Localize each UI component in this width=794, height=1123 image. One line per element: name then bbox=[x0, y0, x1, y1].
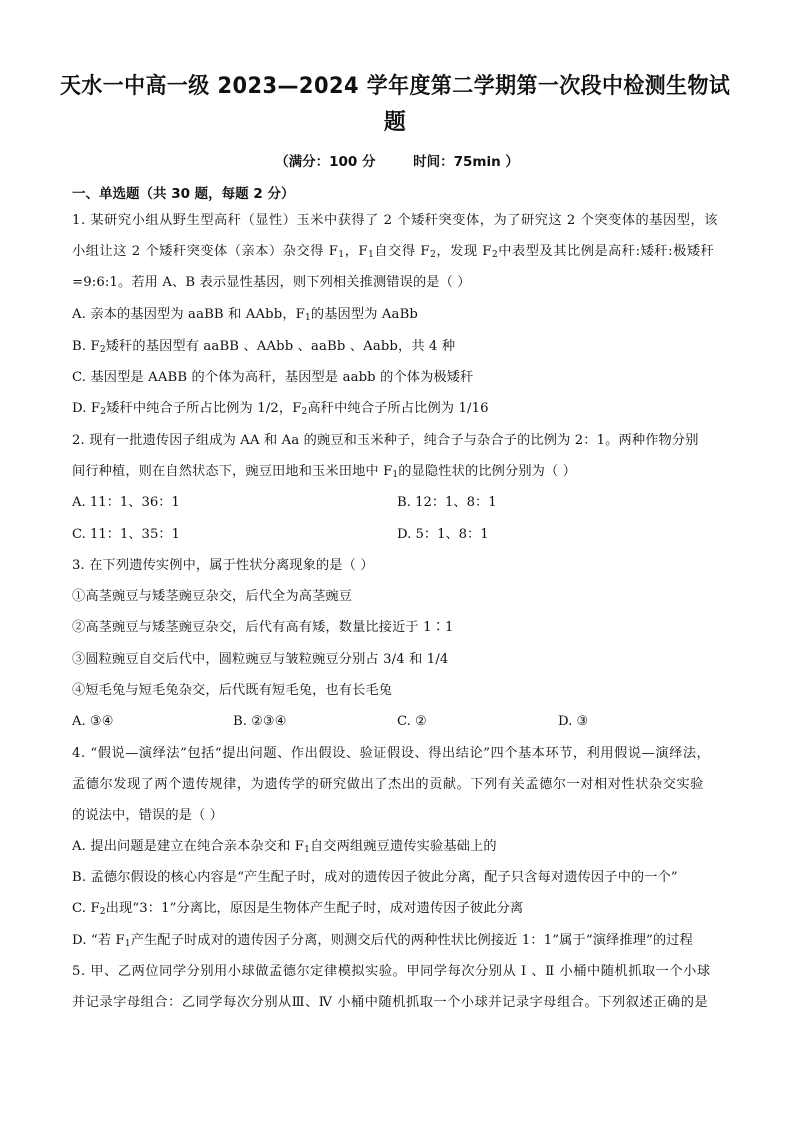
q3-option-d: D. ③ bbox=[558, 714, 589, 729]
q3-line1: 3. 在下列遗传实例中，属于性状分离现象的是（ ） bbox=[72, 558, 374, 573]
q3-item-3: ③圆粒豌豆自交后代中，圆粒豌豆与皱粒豌豆分别占 3/4 和 1/4 bbox=[72, 652, 449, 667]
q2-option-a: A. 11：1、36：1 bbox=[72, 495, 180, 510]
q4-option-d: D. “若 $F_1$产生配子时成对的遗传因子分离，则测交后代的两种性状比例接近 1：1”属于“演绎推理”的过程 bbox=[72, 933, 693, 949]
q2-option-c: C. 11：1、35：1 bbox=[72, 527, 180, 542]
q1-option-b: B. $F_2$矮秆的基因型有 aaBB 、AAbb 、aaBb 、Aabb，共 4 种 bbox=[72, 339, 456, 355]
q2-line1: 2. 现有一批遗传因子组成为 AA 和 Aa 的豌豆和玉米种子，纯合子与杂合子的比例为 2：1。两种作物分别 bbox=[72, 433, 699, 448]
q1-option-a: A. 亲本的基因型为 aaBB 和 AAbb，$F_1$的基因型为 AaBb bbox=[72, 307, 419, 323]
q3-option-c: C. ② bbox=[397, 714, 427, 729]
q4-line3: 的说法中，错误的是（ ） bbox=[72, 808, 224, 823]
q4-line2: 孟德尔发现了两个遗传规律，为遗传学的研究做出了杰出的贡献。下列有关孟德尔一对相对性状杂交实验 bbox=[72, 777, 704, 792]
score-time-info: （满分：100 分 时间：75min ） bbox=[275, 154, 519, 170]
q1-line1: 1. 某研究小组从野生型高秆（显性）玉米中获得了 2 个矮秆突变体，为了研究这 2 个突变体的基因型，该 bbox=[72, 213, 718, 228]
q4-option-b: B. 孟德尔假设的核心内容是“产生配子时，成对的遗传因子彼此分离，配子只含每对遗传因子中的一个” bbox=[72, 870, 678, 885]
q2-option-d: D. 5：1、8：1 bbox=[397, 527, 489, 542]
exam-title-line2: 题 bbox=[383, 110, 407, 135]
q2-line2: 间行种植，则在自然状态下，豌豆田地和玉米田地中 $F_1$的显隐性状的比例分别为（ ） bbox=[72, 464, 577, 480]
q4-line1: 4. “假说—演绎法”包括“提出问题、作出假设、验证假设、得出结论”四个基本环节，利用假说—演绎法， bbox=[72, 746, 711, 761]
q4-option-c: C. $F_2$出现“3：1”分离比，原因是生物体产生配子时，成对遗传因子彼此分离 bbox=[72, 901, 524, 917]
q1-option-d: D. $F_2$矮秆中纯合子所占比例为 1/2，$F_2$高秆中纯合子所占比例为 1/16 bbox=[72, 401, 489, 417]
q1-line3: =9:6:1。若用 A、B 表示显性基因，则下列相关推测错误的是（ ） bbox=[72, 275, 471, 290]
q3-option-b: B. ②③④ bbox=[233, 714, 287, 729]
q4-option-a: A. 提出问题是建立在纯合亲本杂交和 $F_1$自交两组豌豆遗传实验基础上的 bbox=[72, 839, 497, 855]
q3-item-1: ①高茎豌豆与矮茎豌豆杂交，后代全为高茎豌豆 bbox=[72, 589, 353, 604]
section-heading: 一、单选题（共 30 题，每题 2 分） bbox=[72, 186, 295, 202]
q3-item-4: ④短毛兔与短毛兔杂交，后代既有短毛兔，也有长毛兔 bbox=[72, 683, 393, 698]
exam-title-line1: 天水一中高一级 2023—2024 学年度第二学期第一次段中检测生物试 bbox=[60, 74, 731, 99]
q5-line2: 并记录字母组合：乙同学每次分别从Ⅲ、Ⅳ 小桶中随机抓取一个小球并记录字母组合。下列叙述正确的是 bbox=[72, 995, 709, 1010]
q3-item-2: ②高茎豌豆与矮茎豌豆杂交，后代有高有矮，数量比接近于 1∶1 bbox=[72, 620, 454, 635]
q5-line1: 5. 甲、乙两位同学分别用小球做孟德尔定律模拟实验。甲同学每次分别从 Ⅰ 、Ⅱ 小桶中随机抓取一个小球 bbox=[72, 964, 711, 979]
q1-line2: 小组让这 2 个矮秆突变体（亲本）杂交得 $F_1$，$F_1$自交得 $F_2$，发现 $F_2$中表型及其比例是高秆:矮秆:极矮秆 bbox=[72, 244, 715, 260]
q3-option-a: A. ③④ bbox=[72, 714, 114, 729]
q2-option-b: B. 12：1、8：1 bbox=[397, 495, 497, 510]
q1-option-c: C. 基因型是 AABB 的个体为高秆，基因型是 aabb 的个体为极矮秆 bbox=[72, 370, 474, 385]
